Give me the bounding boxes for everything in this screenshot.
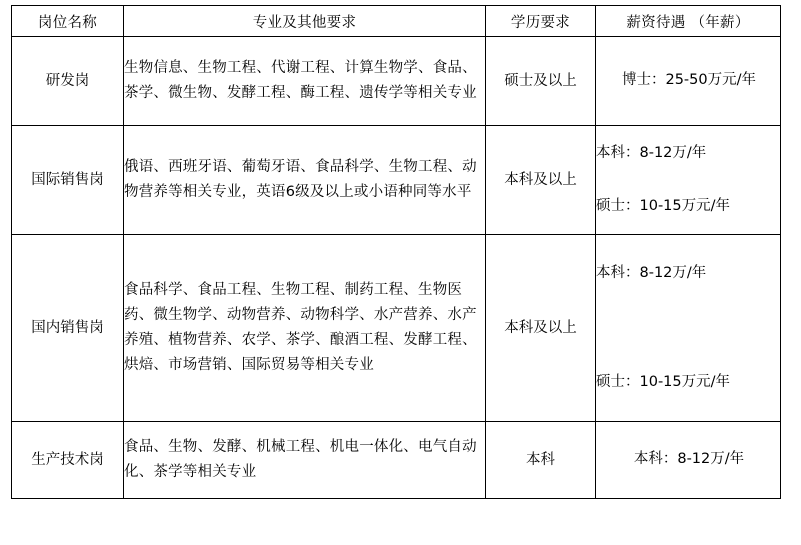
job-requirements-table [11, 5, 781, 499]
salary-line: 本科：8-12万/年 [633, 451, 745, 468]
cell-post: 国内销售岗 [12, 235, 124, 422]
table-row [12, 37, 781, 126]
table-row [12, 422, 781, 499]
cell-degree: 本科及以上 [486, 235, 596, 422]
cell-salary [596, 37, 781, 126]
cell-post: 研发岗 [12, 37, 124, 126]
cell-major: 俄语、西班牙语、葡萄牙语、食品科学、生物工程、动物营养等相关专业，英语6级及以上或小语种同等水平 [124, 126, 486, 235]
salary-line: 博士：25-50万元/年 [621, 72, 757, 89]
cell-degree: 硕士及以上 [486, 37, 596, 126]
cell-post: 国际销售岗 [12, 126, 124, 235]
salary-line: 本科：8-12万/年 [596, 144, 707, 161]
table-row [12, 126, 781, 235]
column-header-post: 岗位名称 [12, 6, 124, 37]
salary-line: 硕士：10-15万元/年 [596, 198, 731, 214]
salary-line: 本科：8-12万/年 [596, 264, 707, 281]
column-header-salary: 薪资待遇 （年薪） [596, 6, 781, 37]
column-header-degree: 学历要求 [486, 6, 596, 37]
table-row [12, 235, 781, 422]
cell-major: 食品、生物、发酵、机械工程、机电一体化、电气自动化、茶学等相关专业 [124, 422, 486, 499]
cell-major: 食品科学、食品工程、生物工程、制药工程、生物医药、微生物学、动物营养、动物科学、水产营养、水产养殖、植物营养、农学、茶学、酿酒工程、发酵工程、烘焙、市场营销、国际贸易等相关专业 [124, 235, 486, 422]
cell-degree: 本科及以上 [486, 126, 596, 235]
cell-post: 生产技术岗 [12, 422, 124, 499]
cell-major: 生物信息、生物工程、代谢工程、计算生物学、食品、茶学、微生物、发酵工程、酶工程、遗传学等相关专业 [124, 37, 486, 126]
table-body [12, 37, 781, 499]
cell-degree: 本科 [486, 422, 596, 499]
table-header [12, 6, 781, 37]
table-header-row [12, 6, 781, 37]
cell-salary [596, 126, 781, 235]
cell-salary [596, 235, 781, 422]
document-page [0, 5, 801, 545]
cell-salary [596, 422, 781, 499]
column-header-major: 专业及其他要求 [124, 6, 486, 37]
salary-line: 硕士：10-15万元/年 [596, 374, 731, 390]
